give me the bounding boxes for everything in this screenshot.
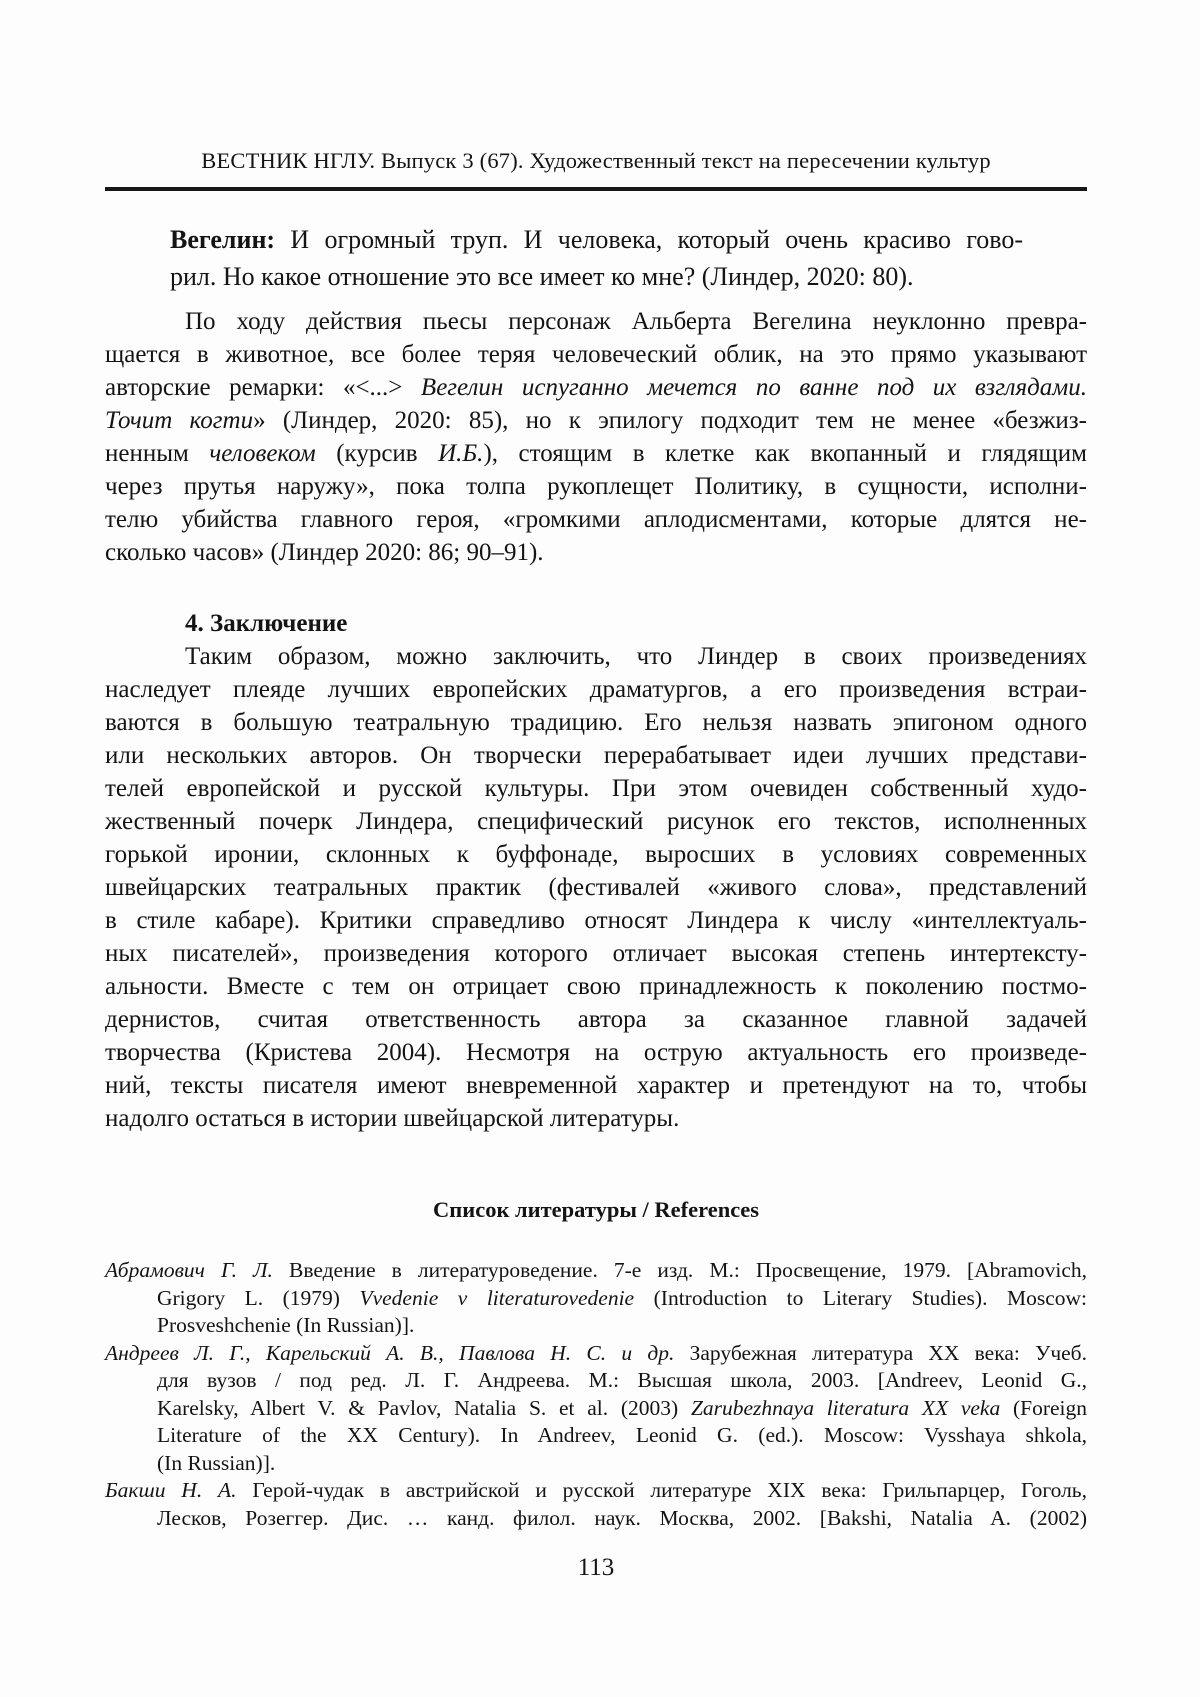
text-run: телей европейской и русской культуры. При этом очевиден собственный худо-: [105, 775, 1087, 802]
text-line: [105, 1257, 1087, 1285]
text-line: [105, 1102, 1087, 1135]
text-line: [105, 1450, 1087, 1478]
text-run: сколько часов» (Линдер 2020: 86; 90–91).: [105, 539, 544, 566]
text-line: [105, 338, 1087, 371]
text-run: альности. Вместе с тем он отрицает свою принадлежность к поколению постмо-: [105, 973, 1087, 1000]
text-run: Вегелин испуганно мечется по ванне под их взглядами.: [420, 374, 1087, 401]
text-line: [170, 221, 1023, 258]
references-heading: Список литературы / References: [433, 1197, 759, 1222]
text-line: [105, 1505, 1087, 1533]
text-run: И.Б.: [438, 440, 484, 467]
text-run: творчества (Кристева 2004). Несмотря на острую актуальность его произведе-: [105, 1039, 1087, 1066]
text-line: [105, 640, 1087, 673]
text-line: [105, 706, 1087, 739]
references-list: [105, 1257, 1087, 1532]
text-run: для вузов / под ред. Л. Г. Андреева. М.: Высшая школа, 2003. [Andreev, Leonid G.,: [157, 1368, 1087, 1392]
text-run: швейцарских театральных практик (фестивалей «живого слова», представлений: [105, 874, 1087, 901]
text-line: [170, 258, 1023, 295]
text-line: [105, 904, 1087, 937]
text-run: или нескольких авторов. Он творчески перерабатывает идеи лучших представи-: [105, 742, 1087, 769]
text-run: дернистов, считая ответственность автора за сказанное главной задачей: [105, 1006, 1087, 1033]
reference-entry: [105, 1340, 1087, 1478]
text-line: [105, 673, 1087, 706]
text-run: рил. Но какое отношение это все имеет ко мне? (Линдер, 2020: 80).: [170, 262, 914, 291]
text-run: ненным: [105, 440, 210, 467]
text-run: через прутья наружу», пока толпа рукоплещет Политику, в сущности, исполни-: [105, 473, 1087, 500]
text-line: [105, 1036, 1087, 1069]
text-line: [105, 470, 1087, 503]
text-line: [105, 371, 1087, 404]
text-run: Абрамович Г. Л.: [105, 1258, 273, 1282]
text-run: (Foreign: [1000, 1395, 1087, 1420]
text-run: жественный почерк Линдера, специфический рисунок его текстов, исполненных: [105, 808, 1087, 835]
text-line: [105, 1285, 1087, 1313]
text-line: [105, 805, 1087, 838]
text-run: Лесков, Розеггер. Дис. … канд. филол. наук. Москва, 2002. [Bakshi, Natalia A. (2002): [157, 1505, 1087, 1530]
text-run: Введение в литературоведение. 7-е изд. М.: Просвещение, 1979. [Abramovich,: [272, 1258, 1087, 1282]
text-line: [105, 838, 1087, 871]
text-run: телю убийства главного героя, «громкими аплодисментами, которые длятся не-: [105, 506, 1087, 533]
body-paragraph: [105, 305, 1087, 569]
text-run: ний, тексты писателя имеют вневременной характер и претендуют на то, чтобы: [105, 1072, 1087, 1099]
text-run: человеком: [209, 440, 316, 467]
text-line: [105, 1312, 1087, 1340]
text-run: Вегелин:: [170, 225, 276, 254]
text-run: Prosveshchenie (In Russian)].: [157, 1313, 415, 1337]
text-line: [105, 1395, 1087, 1423]
reference-entry: [105, 1477, 1087, 1532]
text-line: [105, 536, 1087, 569]
text-line: [105, 772, 1087, 805]
text-run: ных писателей», произведения которого отличает высокая степень интертексту-: [105, 940, 1087, 967]
text-run: Karelsky, Albert V. & Pavlov, Natalia S. et al. (2003): [157, 1395, 691, 1420]
text-line: [105, 937, 1087, 970]
text-run: (In Russian)].: [157, 1450, 276, 1475]
text-line: [105, 1003, 1087, 1036]
text-line: [105, 1340, 1087, 1368]
text-run: в стиле кабаре). Критики справедливо относят Линдера к числу «интеллектуаль-: [105, 907, 1087, 934]
text-run: Андреев Л. Г., Карельский А. В., Павлова Н. С. и др.: [105, 1340, 675, 1365]
text-line: [105, 1069, 1087, 1102]
text-run: Таким образом, можно заключить, что Линдер в своих произведениях: [185, 643, 1087, 670]
text-run: Grigory L. (1979): [157, 1285, 360, 1310]
block-quote: [170, 221, 1023, 295]
text-run: Literature of the XX Century). In Andreev, Leonid G. (ed.). Moscow: Vysshaya shkola,: [157, 1423, 1087, 1447]
text-run: Бакши Н. А.: [105, 1478, 237, 1502]
text-run: Zarubezhnaya literatura XX veka: [690, 1395, 1001, 1420]
header-rule: [105, 187, 1087, 191]
text-line: [105, 404, 1087, 437]
text-run: авторские ремарки: «<...>: [105, 374, 421, 401]
reference-entry: [105, 1257, 1087, 1340]
text-run: Точит когти: [105, 407, 254, 434]
text-run: наследует плеяде лучших европейских драматургов, а его произведения встраи-: [105, 676, 1087, 703]
running-head: ВЕСТНИК НГЛУ. Выпуск 3 (67). Художественный текст на пересечении культур: [201, 148, 991, 173]
text-line: [105, 437, 1087, 470]
text-run: ), стоящим в клетке как вкопанный и глядящим: [483, 440, 1087, 467]
text-run: щается в животное, все более теряя человеческий облик, на это прямо указывают: [105, 341, 1087, 368]
text-run: (курсив: [315, 440, 439, 467]
section-heading: 4. Заключение: [185, 610, 348, 637]
text-run: По ходу действия пьесы персонаж Альберта Вегелина неуклонно превра-: [185, 308, 1087, 335]
text-run: И огромный труп. И человека, который очень красиво гово-: [275, 225, 1023, 254]
page-number: 113: [577, 1554, 615, 1581]
text-line: [105, 1367, 1087, 1395]
text-run: горькой иронии, склонных к буффонаде, выросших в условиях современных: [105, 841, 1087, 868]
text-run: (Introduction to Literary Studies). Moscow:: [634, 1285, 1087, 1310]
text-run: » (Линдер, 2020: 85), но к эпилогу подходит тем не менее «безжиз-: [253, 407, 1087, 434]
text-run: надолго остаться в истории швейцарской литературы.: [105, 1105, 680, 1132]
text-run: Зарубежная литература XX века: Учеб.: [674, 1340, 1087, 1365]
text-run: ваются в большую театральную традицию. Его нельзя назвать эпигоном одного: [105, 709, 1087, 736]
text-line: [105, 1422, 1087, 1450]
text-line: [105, 739, 1087, 772]
text-line: [105, 305, 1087, 338]
text-line: [105, 871, 1087, 904]
text-line: [105, 1477, 1087, 1505]
text-run: Vvedenie v literaturovedenie: [359, 1285, 635, 1310]
body-paragraph: [105, 640, 1087, 1135]
text-run: Герой-чудак в австрийской и русской литературе XIX века: Грильпарцер, Гоголь,: [236, 1478, 1087, 1502]
text-line: [105, 503, 1087, 536]
text-line: [105, 970, 1087, 1003]
